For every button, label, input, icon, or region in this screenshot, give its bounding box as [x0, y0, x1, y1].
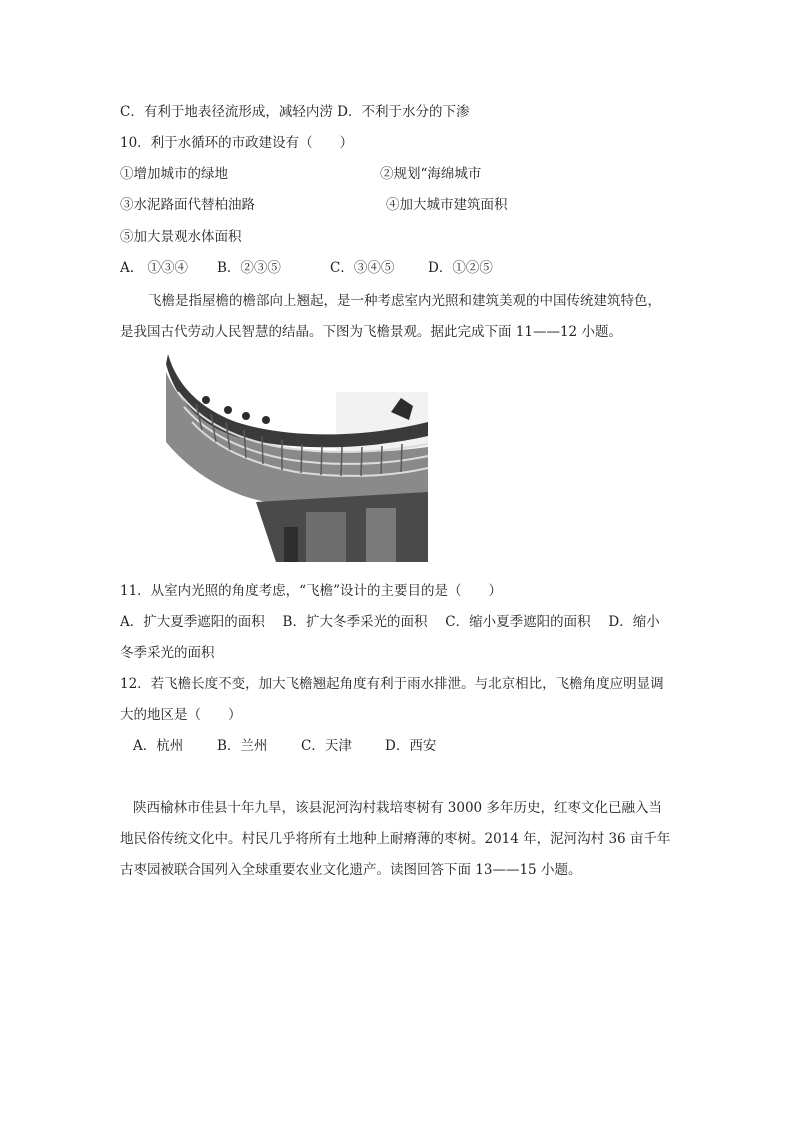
- q11-stem: 11．从室内光照的角度考虑，“飞檐”设计的主要目的是（ ）: [120, 583, 502, 599]
- q12-option-b: B．兰州: [217, 738, 268, 754]
- q12-option-c: C．天津: [301, 738, 352, 754]
- q10-option-c: C．③④⑤: [330, 260, 395, 276]
- intro-13-15-line-3: 古枣园被联合国列入全球重要农业文化遗产。读图回答下面 13——15 小题。: [120, 862, 582, 878]
- q10-item-5: ⑤加大景观水体面积: [120, 229, 242, 245]
- q10-item-4: ④加大城市建筑面积: [386, 197, 508, 213]
- q10-stem: 10．利于水循环的市政建设有（ ）: [120, 135, 354, 151]
- q10-option-b: B．②③⑤: [217, 260, 281, 276]
- q12-option-a: A．杭州: [133, 738, 184, 754]
- q10-item-3: ③水泥路面代替柏油路: [120, 197, 255, 213]
- q10-item-1: ①增加城市的绿地: [120, 166, 228, 182]
- q11-options-line-2: 冬季采光的面积: [120, 645, 215, 661]
- intro-13-15-line-1: 陕西榆林市佳县十年九旱，该县泥河沟村栽培枣树有 3000 多年历史，红枣文化已融入当: [133, 800, 662, 816]
- q10-item-2: ②规划“海绵城市: [380, 166, 482, 182]
- q10-option-d: D．①②⑤: [428, 260, 493, 276]
- q11-options-line-1: A．扩大夏季遮阳的面积 B．扩大冬季采光的面积 C．缩小夏季遮阳的面积 D．缩小: [120, 614, 660, 630]
- q10-option-a: A. ①③④: [120, 260, 189, 276]
- flying-eaves-photo: [166, 352, 428, 562]
- intro-13-15-line-2: 地民俗传统文化中。村民几乎将所有土地种上耐瘠薄的枣树。2014 年，泥河沟村 36 亩千年: [120, 831, 671, 847]
- flying-eaves-illustration: [166, 352, 428, 562]
- q12-stem-line-2: 大的地区是（ ）: [120, 707, 242, 723]
- intro-11-12-line-1: 飞檐是指屋檐的檐部向上翘起，是一种考虑室内光照和建筑美观的中国传统建筑特色，: [148, 293, 661, 309]
- q9-option-c: C．有利于地表径流形成，减轻内涝: [120, 104, 333, 120]
- q9-option-d: D．不利于水分的下渗: [337, 104, 470, 120]
- q12-option-d: D．西安: [385, 738, 437, 754]
- intro-11-12-line-2: 是我国古代劳动人民智慧的结晶。下图为飞檐景观。据此完成下面 11——12 小题。: [120, 324, 622, 340]
- q12-stem-line-1: 12．若飞檐长度不变，加大飞檐翘起角度有利于雨水排泄。与北京相比，飞檐角度应明显调: [120, 676, 664, 692]
- q9-option-c-d: [120, 102, 469, 122]
